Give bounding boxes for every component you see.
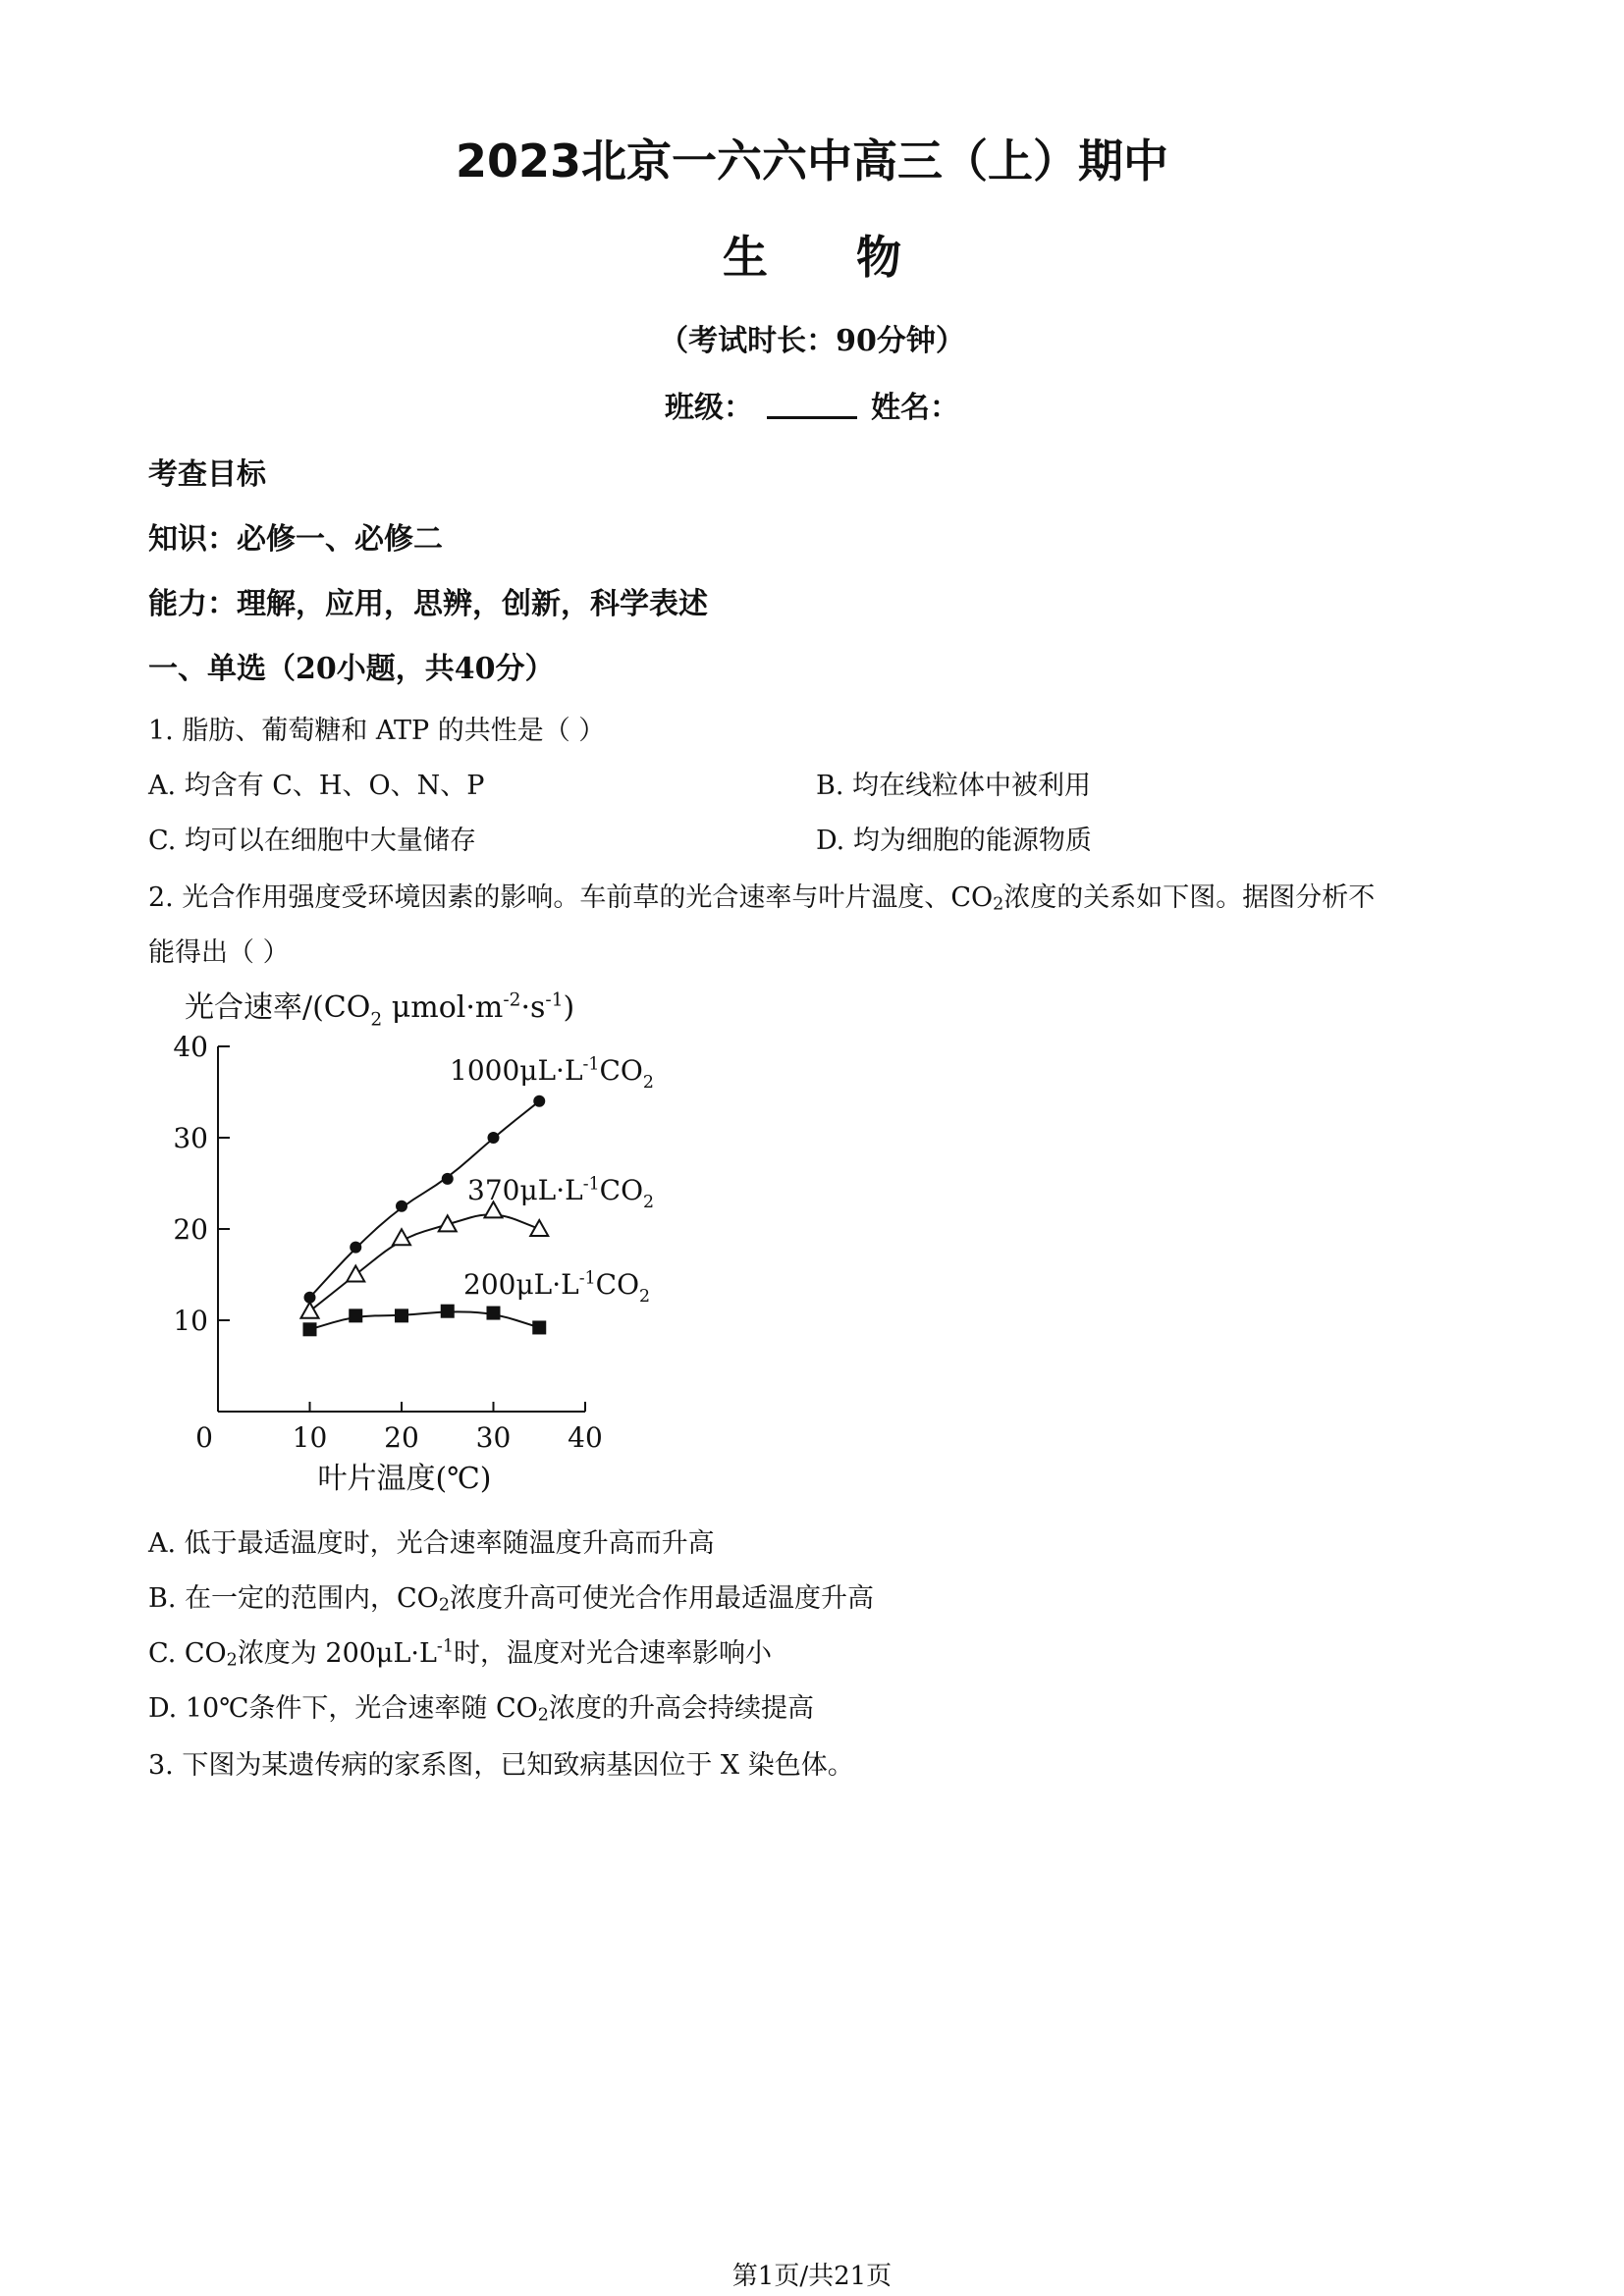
q2-option-a: A. 低于最适温度时，光合速率随温度升高而升高 [148,1528,715,1559]
series-label-2: $200\mu L\cdot L^{-1}CO_2$ [463,1268,651,1307]
q1-option-d: D. 均为细胞的能源物质 [816,826,1092,856]
q2-stem-line1: 2. 光合作用强度受环境因素的影响。车前草的光合速率与叶片温度、$CO_2$浓度的关系如下图。据图分析不 [148,882,1376,915]
data-point-triangle [347,1266,364,1282]
class-blank [767,389,857,419]
class-name-line [0,383,1624,426]
q1-option-b: B. 均在线粒体中被利用 [816,771,1092,801]
data-point-square [487,1307,501,1320]
exam-duration: （考试时长：90分钟） [659,324,965,358]
page-number: 第1页/共21页 [731,2262,893,2291]
x-tick-label: 30 [475,1421,512,1454]
q2-option-b: B. 在一定的范围内，$CO_2$浓度升高可使光合作用最适温度升高 [148,1583,874,1616]
data-point-circle [350,1242,361,1254]
q1-option-c: C. 均可以在细胞中大量储存 [148,826,476,856]
objectives-ability: 能力：理解，应用，思辨，创新，科学表述 [148,587,708,621]
x-tick-label: 10 [292,1421,328,1454]
y-tick-label: 40 [173,1031,208,1063]
q2-option-d: D. 10℃条件下，光合速率随 $CO_2$浓度的升高会持续提高 [148,1693,814,1726]
x-axis-label: 叶片温度(℃) [317,1462,492,1496]
data-point-circle [442,1173,454,1185]
q3-stem: 3. 下图为某遗传病的家系图，已知致病基因位于 X 染色体。 [148,1750,854,1781]
data-point-square [532,1320,546,1334]
name-label: 姓名： [871,391,959,425]
x-tick-label: 20 [384,1421,419,1454]
q1-stem: 1. 脂肪、葡萄糖和 ATP 的共性是（ ） [148,716,606,746]
objectives-knowledge: 知识：必修一、必修二 [148,522,443,557]
y-axis-label: 光合速率$/(CO_2$ $\mu mol\cdot m^{-2}\cdot s^{-1}$) [185,989,575,1031]
photosynthesis-chart [147,982,697,1502]
q2-stem-line2: 能得出（ ） [148,937,290,968]
data-point-circle [396,1201,407,1212]
q2-option-c: C. $CO_2$浓度为 $200\mu L\cdot L^{-1}$时，温度对光合速率影响小 [148,1636,772,1671]
series-label-0: $1000\mu L\cdot L^{-1}CO_2$ [450,1054,654,1093]
data-point-circle [488,1132,500,1144]
class-label: 班级： [665,391,753,425]
data-point-square [349,1308,362,1322]
data-point-square [395,1308,408,1322]
y-tick-label: 10 [173,1305,208,1337]
q1-option-a: A. 均含有 C、H、O、N、P [148,771,485,801]
y-tick-label: 30 [173,1122,208,1154]
page-title: 2023北京一六六中高三（上）期中 [455,134,1169,187]
data-point-square [303,1322,317,1336]
x-tick-label: 0 [195,1421,213,1454]
section-heading: 一、单选（20小题，共40分） [148,652,555,686]
series-label-1: $370\mu L\cdot L^{-1}CO_2$ [467,1174,655,1212]
subject-title: 生物 [723,231,990,284]
data-point-triangle [301,1303,319,1318]
series-line-2 [310,1311,540,1329]
objectives-heading: 考查目标 [148,457,266,492]
x-tick-label: 40 [568,1421,603,1454]
data-point-triangle [530,1220,548,1236]
data-point-circle [533,1095,545,1107]
data-point-square [441,1305,455,1318]
y-tick-label: 20 [173,1213,208,1246]
